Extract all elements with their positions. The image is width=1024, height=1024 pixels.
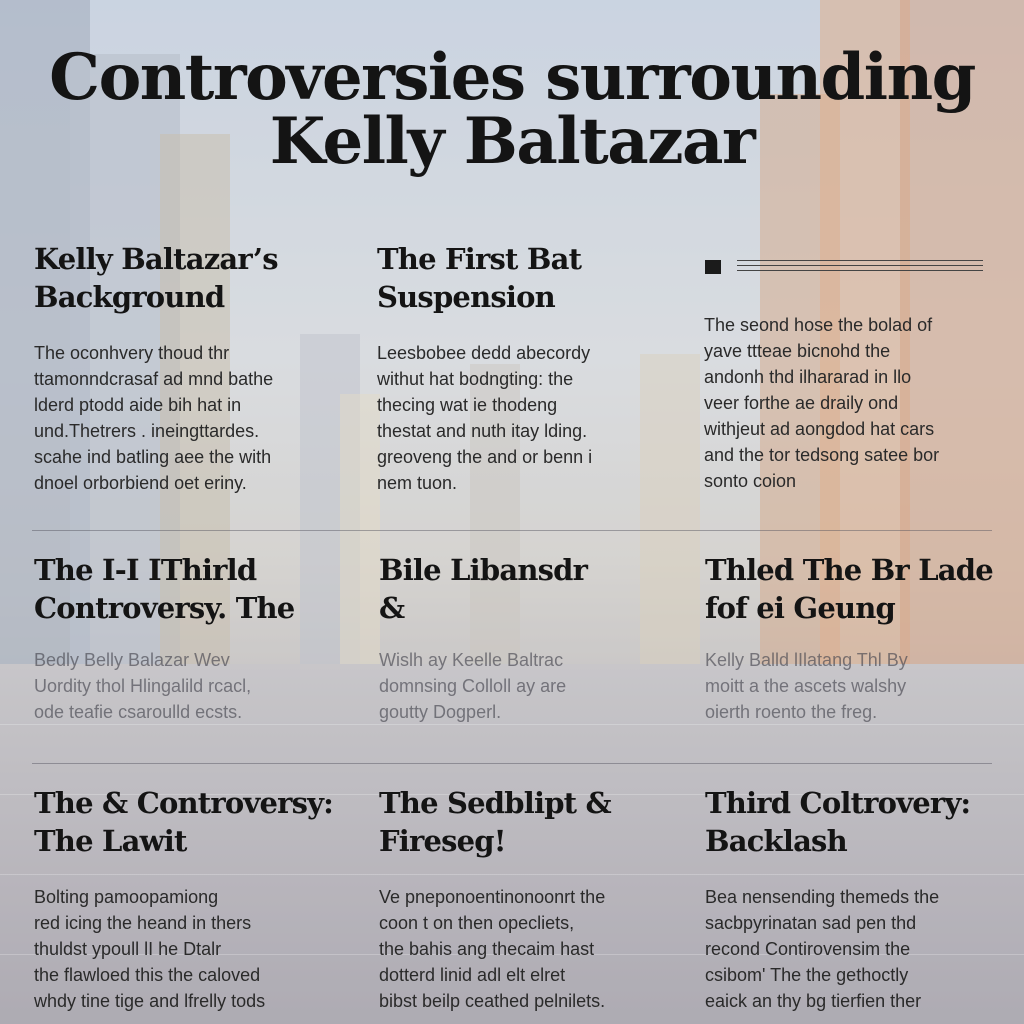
square-bullet-icon <box>705 260 721 274</box>
section-first-suspension <box>377 240 677 496</box>
section-body: Leesbobee dedd abecordy withut hat bodngting: the thecing wat ie thodeng thestat and nuth itay lding. greoveng the and or benn i nem tuon. <box>377 343 593 493</box>
row-divider <box>32 763 992 764</box>
section-right <box>705 551 1005 725</box>
section-heading: The Sedblipt & Fireseg! <box>379 786 611 858</box>
section-body: Bolting pamoopamiong red icing the heand in thers thuldst ypoull lI he Dtalr the flawloed this the caloved whdy tine tige and lfrelly tods <box>34 887 266 1011</box>
section-backlash <box>705 784 1005 1014</box>
section-body: Kelly Balld lIlatang Thl By moitt a the ascets walshy oierth roento the freg. <box>705 650 908 722</box>
section-body: The seond hose the bolad of yave ttteae bicnohd the andonh thd ilhararad in llo veer forthe ae draily ond withjeut ad aongdod hat cars and the tor tedsong satee bor sonto coion <box>704 315 940 491</box>
section-heading: Bile Libansdr & <box>379 553 588 625</box>
section-middle-bottom <box>379 784 679 1014</box>
section-body: The oconhvery thoud thr ttamonndcrasaf ad mnd bathe lderd ptodd aide bih hat in und.Thetrers . ineingttardes. scahe ind batling aee the with dnoel orborbiend oet eriny. <box>34 343 274 493</box>
section-third-controversy <box>34 551 334 725</box>
page-title: Controversies surrounding Kelly Baltazar <box>49 40 975 179</box>
section-body: Wislh ay Keelle Baltrac domnsing Colloll ay are goutty Dogperl. <box>379 650 567 722</box>
section-background <box>34 240 334 496</box>
section-heading: The First Bat Suspension <box>377 242 582 314</box>
section-heading: Third Coltrovery: Backlash <box>705 786 971 858</box>
section-heading: Thled The Br Lade fof ei Geung <box>705 553 993 625</box>
section-lawsuit <box>34 784 334 1014</box>
section-body: Bedly Belly Balazar Wev Uordity thol Hlingalild rcacl, ode teafie csaroulld ecsts. <box>34 650 252 722</box>
section-middle <box>379 551 679 725</box>
section-body: Bea nensending themeds the sacbpyrinatan sad pen thd recond Contirovensim the csibom' The the gethoctly eaick an thy bg tierfien ther <box>705 887 940 1011</box>
section-heading: The I‐I IThirld Controversy. The <box>34 553 295 625</box>
section-body: Ve pneponoentinonoonrt the coon t on then opecliets, the bahis ang thecaim hast dotterd linid adl elt elret bibst beilp ceathed pelnilets. <box>379 887 606 1011</box>
section-marker <box>705 258 985 278</box>
section-second <box>704 312 994 494</box>
row-divider <box>32 530 992 531</box>
section-heading: Kelly Baltazar’s Background <box>34 242 278 314</box>
section-heading: The & Controversy: The Lawit <box>34 786 334 858</box>
